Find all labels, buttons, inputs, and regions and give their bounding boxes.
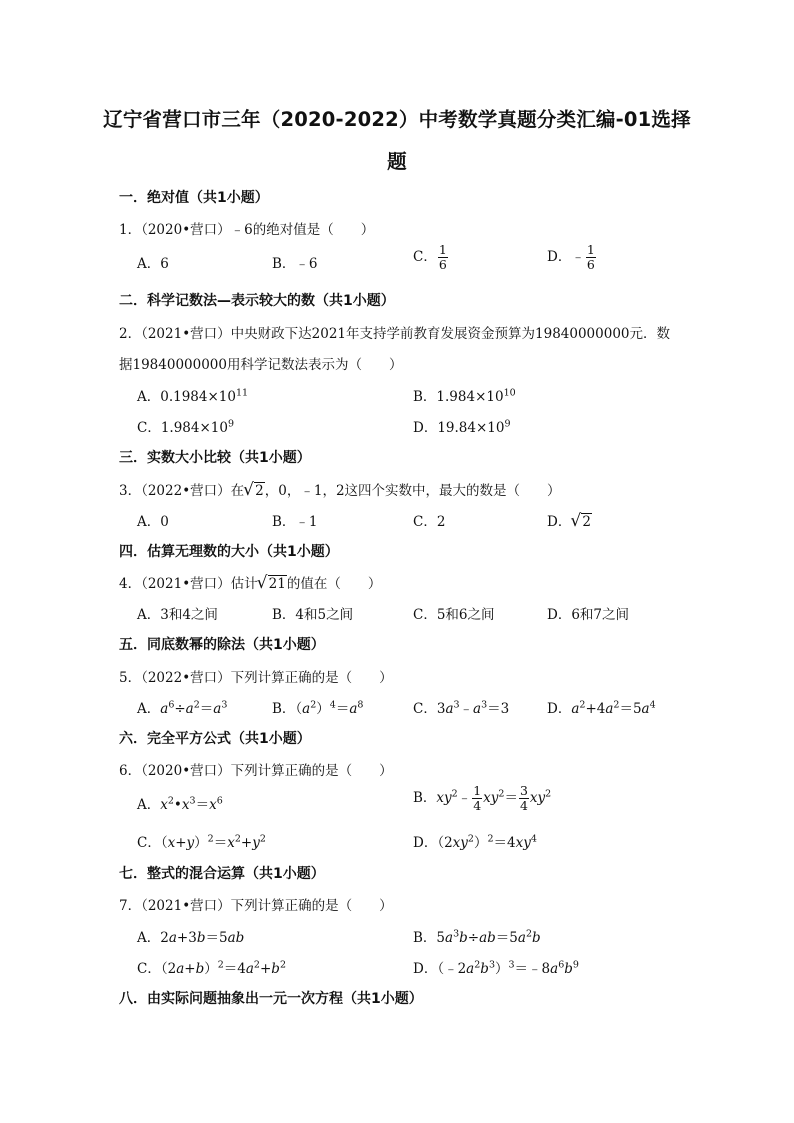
q7-option-a-label: A． <box>137 930 161 946</box>
q2-option-c-text: C．1.984×10 <box>137 420 228 436</box>
radicand: 2 <box>582 514 591 530</box>
radicand: 2 <box>255 483 264 499</box>
section-heading: 四．估算无理数的大小（共1小题） <box>119 544 339 560</box>
q6-option-b-label: B． <box>413 790 437 806</box>
q5-option-b-label: B．（ <box>272 701 303 717</box>
denominator: 6 <box>438 257 447 272</box>
q6-option-c: C．$(x+y)^2=x^2+y^2$ <box>137 833 266 851</box>
q3-option-b: B．﹣1 <box>272 514 318 530</box>
square-root <box>244 483 265 499</box>
numerator: 1 <box>473 783 482 798</box>
q1-option-a: A．6 <box>137 256 169 272</box>
document-title-line2: 题 <box>387 150 407 173</box>
q4-stem-suffix: 的值在（ ） <box>286 576 382 592</box>
question-4-stem <box>119 572 381 592</box>
q5-option-d-label: D． <box>547 701 572 717</box>
q1-option-d-label: D．﹣ <box>547 249 585 265</box>
q2-option-d-text: D．19.84×10 <box>413 420 505 436</box>
q4-option-c: C．5和6之间 <box>413 607 495 623</box>
q3-option-d-label: D． <box>547 514 572 530</box>
q2-option-b-text: B．1.984×10 <box>413 389 504 405</box>
denominator: 4 <box>473 798 482 813</box>
q3-stem-prefix: 3．（2022•营口）在 <box>119 483 245 499</box>
q7-option-b-label: B． <box>413 930 437 946</box>
q2-option-d <box>413 416 511 436</box>
q5-option-b: B．$(a^2)^4=a^8$ <box>272 699 364 717</box>
q7-option-b: B．$5a^3b\div ab=5a^2b$ <box>413 928 541 946</box>
q6-option-b: B．$xy^2﹣$ $\frac{1}{4}$ $xy^2=$ $\frac{3}{4}$ $xy^2$ <box>413 783 552 813</box>
fraction <box>438 243 448 272</box>
q2-option-b <box>413 385 516 405</box>
q7-option-c-label: C．（ <box>137 961 168 977</box>
q1-option-b: B．﹣6 <box>272 256 318 272</box>
q1-option-d <box>547 243 597 272</box>
q5-option-c: C．$3a^3﹣a^3=3$ <box>413 699 510 717</box>
question-5-stem: 5．（2022•营口）下列计算正确的是（ ） <box>119 670 393 686</box>
q7-option-d-label: D．（ <box>413 961 445 977</box>
q2-option-a <box>137 385 248 405</box>
q6-option-a-label: A． <box>137 797 161 813</box>
fraction <box>586 243 596 272</box>
exponent: 9 <box>504 418 511 430</box>
q5-option-a-label: A． <box>137 701 161 717</box>
section-heading: 三．实数大小比较（共1小题） <box>119 450 311 466</box>
square-root <box>258 576 287 592</box>
denominator: 4 <box>519 798 528 813</box>
q2-option-a-text: A．0.1984×10 <box>137 389 236 405</box>
exponent: 11 <box>235 387 249 399</box>
section-heading: 八．由实际问题抽象出一元一次方程（共1小题） <box>119 991 423 1007</box>
q1-option-c <box>413 243 449 272</box>
document-title-line1: 辽宁省营口市三年（2020-2022）中考数学真题分类汇编-01选择 <box>103 108 691 131</box>
section-heading: 五．同底数幂的除法（共1小题） <box>119 637 325 653</box>
q5-option-c-label: C． <box>413 701 437 717</box>
q7-option-c: C．$(2a+b)^2=4a^2+b^2$ <box>137 959 286 977</box>
q6-option-d: D．$(2xy^2)^2=4xy^4$ <box>413 833 537 851</box>
q4-option-d: D．6和7之间 <box>547 607 630 623</box>
q4-stem-prefix: 4．（2021•营口）估计 <box>119 576 258 592</box>
q5-option-d: D．$a^2+4a^2=5a^4$ <box>547 699 656 717</box>
fraction <box>472 784 482 813</box>
q7-option-d: D．$(﹣2a^2b^3)^3=﹣8a^6b^9$ <box>413 959 579 977</box>
fraction <box>519 784 529 813</box>
q2-option-c <box>137 416 234 436</box>
question-2-stem-line1: 2．（2021•营口）中央财政下达2021年支持学前教育发展资金预算为19840000000元．数 <box>119 326 670 342</box>
question-6-stem: 6．（2020•营口）下列计算正确的是（ ） <box>119 763 393 779</box>
q3-option-a: A．0 <box>137 514 169 530</box>
section-heading: 七．整式的混合运算（共1小题） <box>119 866 325 882</box>
q4-option-a: A．3和4之间 <box>137 607 218 623</box>
radicand: 21 <box>268 576 286 592</box>
q4-option-b: B．4和5之间 <box>272 607 354 623</box>
q6-option-d-label: D．（ <box>413 835 445 851</box>
question-7-stem: 7．（2021•营口）下列计算正确的是（ ） <box>119 898 393 914</box>
question-3-stem <box>119 479 561 499</box>
section-heading: 一．绝对值（共1小题） <box>119 190 269 206</box>
denominator: 6 <box>586 257 595 272</box>
q3-option-c: C．2 <box>413 514 446 530</box>
q7-option-a: A．2a+3b＝5ab <box>137 930 245 946</box>
exponent: 9 <box>227 418 235 430</box>
q1-option-c-label: C． <box>413 249 437 265</box>
section-heading: 六．完全平方公式（共1小题） <box>119 731 311 747</box>
q3-stem-suffix: ，0，﹣1，2这四个实数中，最大的数是（ ） <box>264 483 561 499</box>
numerator: 3 <box>519 783 528 798</box>
exponent: 10 <box>503 387 516 399</box>
q5-option-a: A．$a^6\div a^2=a^3$ <box>137 699 228 717</box>
question-2-stem-line2: 据19840000000用科学记数法表示为（ ） <box>119 357 403 373</box>
q6-option-c-label: C．（ <box>137 835 168 851</box>
square-root <box>571 514 592 530</box>
section-heading: 二．科学记数法—表示较大的数（共1小题） <box>119 293 395 309</box>
q3-option-d <box>547 510 592 530</box>
question-1-stem: 1．（2020•营口）﹣6的绝对值是（ ） <box>119 222 375 238</box>
q6-option-a: A．$x^2•x^3=x^6$ <box>137 795 223 813</box>
numerator: 1 <box>438 242 447 257</box>
numerator: 1 <box>586 242 595 257</box>
